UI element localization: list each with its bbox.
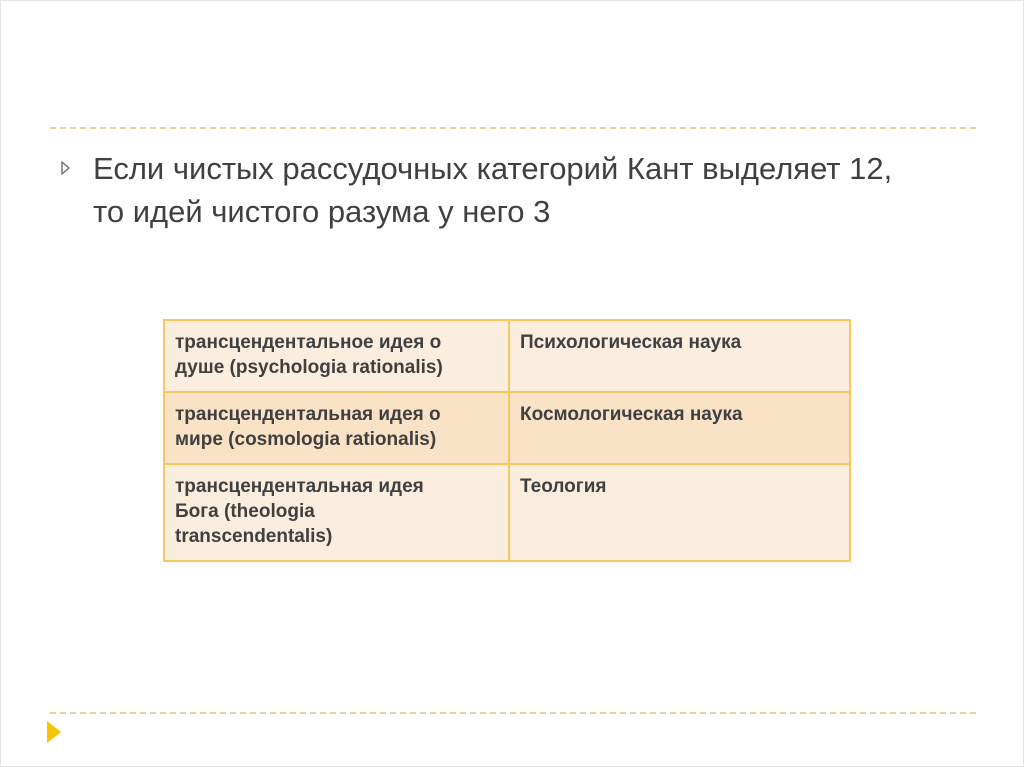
idea-cell-line: трансцендентальное идея о <box>175 332 442 353</box>
bullet-text-line-1: Если чистых рассудочных категорий Кант выделяет 12, <box>93 151 893 186</box>
idea-cell-line: трансцендентальная идея <box>175 476 424 497</box>
idea-cell-line: transcendentalis) <box>175 526 333 547</box>
science-cell: Космологическая наука <box>509 392 850 464</box>
idea-cell <box>164 464 509 561</box>
bullet-item <box>61 147 961 233</box>
top-divider <box>50 127 976 129</box>
idea-cell-line: Бога (theologia <box>175 501 315 522</box>
science-cell: Теология <box>509 464 850 561</box>
idea-cell-line: душе (psychologia rationalis) <box>175 357 443 378</box>
idea-cell-line: трансцендентальная идея о <box>175 404 441 425</box>
idea-cell-line: мире (cosmologia rationalis) <box>175 429 437 450</box>
chevron-right-icon <box>61 147 93 179</box>
ideas-table <box>163 319 851 562</box>
table-row <box>164 464 850 561</box>
chevron-right-icon-graphic <box>61 161 71 175</box>
table-row <box>164 320 850 392</box>
bullet-text <box>93 147 892 233</box>
bullet-text-line-2: то идей чистого разума у него 3 <box>93 194 551 229</box>
idea-cell <box>164 320 509 392</box>
bottom-divider <box>50 712 976 714</box>
science-cell: Психологическая наука <box>509 320 850 392</box>
table-row <box>164 392 850 464</box>
play-arrow-icon <box>47 721 61 743</box>
idea-cell <box>164 392 509 464</box>
